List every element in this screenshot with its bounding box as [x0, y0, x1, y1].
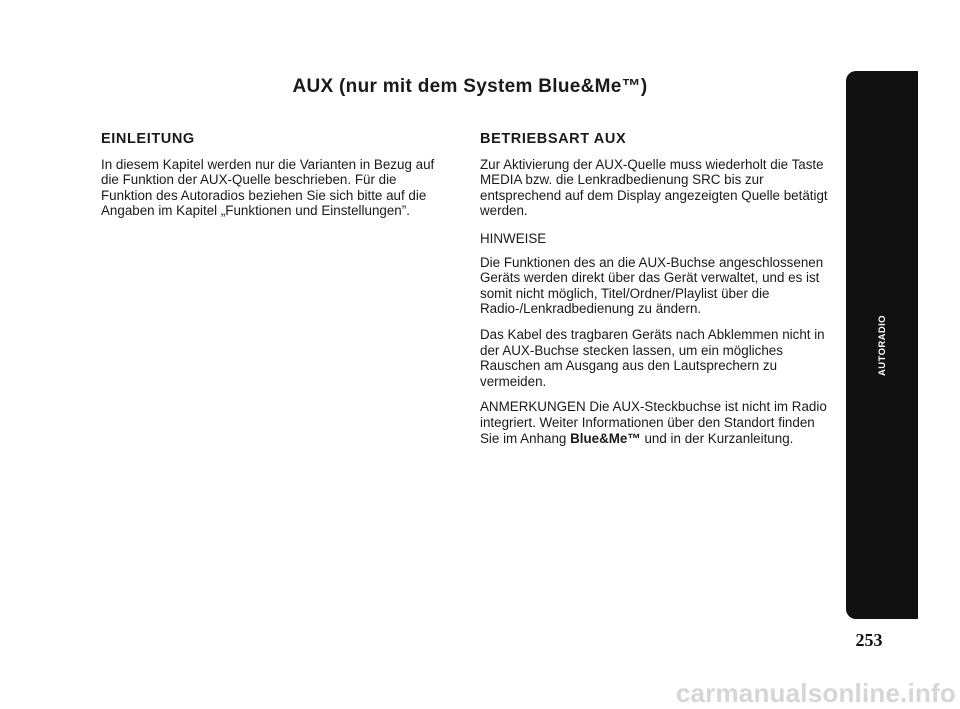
remarks-text-bold: Blue&Me™ [570, 430, 641, 446]
notes-paragraph-cable: Das Kabel des tragbaren Geräts nach Abklemmen nicht in der AUX-Buchse stecken lassen, um ein mögliches Rauschen am Ausgang aus den Lautsprechern zu vermeiden. [480, 326, 825, 389]
watermark: carmanualsonline.info [675, 678, 956, 708]
right-column [480, 132, 830, 456]
chapter-side-tab-label: AUTORADIO [876, 314, 888, 376]
remarks-text-end: und in der Kurzanleitung. [640, 430, 794, 446]
left-column [101, 132, 446, 229]
intro-paragraph: In diesem Kapitel werden nur die Varianten in Bezug auf die Funktion der AUX-Quelle beschrieben. Für die Funktion des Autoradios beziehen Sie sich bitte auf die Angaben im Kapitel „Funktionen und Einstellungen”. [101, 156, 435, 219]
page-title: AUX (nur mit dem System Blue&Me™) [292, 76, 648, 97]
page-number: 253 [855, 630, 883, 650]
chapter-side-tab-label-wrap [846, 71, 918, 619]
notes-paragraph-functions: Die Funktionen des an die AUX-Buchse angeschlossenen Geräts werden direkt über das Gerät verwaltet, und es ist somit nicht möglich, Titel/Ordner/Playlist über die Radio-/Lenkradbedienung zu ändern. [480, 254, 824, 317]
activation-paragraph: Zur Aktivierung der AUX-Quelle muss wiederholt die Taste MEDIA bzw. die Lenkradbedienung SRC bis zur entsprechend auf dem Display angezeigten Quelle betätigt werden. [480, 156, 828, 219]
remarks-text-start: ANMERKUNGEN Die AUX-Steckbuchse ist nicht im Radio integriert. Weiter Informationen über den Standort finden Sie im Anhang [480, 399, 827, 446]
chapter-side-tab [846, 71, 918, 619]
notes-label: HINWEISE [480, 230, 547, 246]
section-heading-betriebsart-aux: BETRIEBSART AUX [480, 131, 627, 147]
remarks-paragraph [480, 399, 830, 446]
section-heading-einleitung: EINLEITUNG [101, 131, 195, 147]
